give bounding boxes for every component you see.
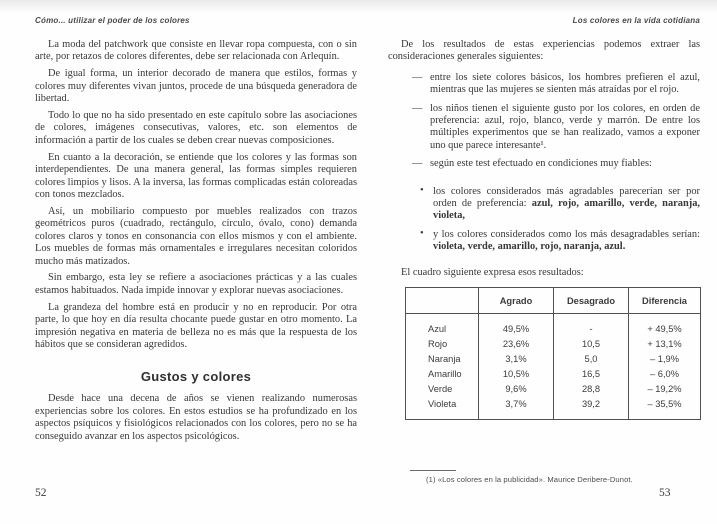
list-item-text: según este test efectuado en condiciones muy fiables: (430, 158, 652, 170)
paragraph: La grandeza del hombre está en producir y no en reproducir. Por otra parte, lo que hoy en día resulta chocante puede gustar en otro momento. La impresión negativa en materia de belleza no es más que la respuesta de los hábitos que se consideran agredidos. (35, 301, 357, 350)
list-item (388, 186, 700, 223)
list-item (388, 229, 700, 254)
cell-agrado: 9,6% (479, 382, 554, 397)
cell-diferencia: – 6,0% (629, 367, 701, 382)
dash-marker: — (412, 71, 423, 83)
row-label: Azul (428, 324, 447, 335)
list-item (388, 72, 700, 97)
dash-list (388, 72, 700, 171)
running-head-left: Cómo... utilizar el poder de los colores (35, 16, 190, 25)
list-item-bold-text: violeta, verde, amarillo, rojo, naranja, azul. (433, 241, 626, 253)
table-header-empty (406, 288, 479, 314)
table-intro: El cuadro siguiente expresa esos resultados: (401, 266, 584, 278)
intro-paragraph: De los resultados de estas experiencias podemos extraer las consideraciones generales siguientes: (388, 39, 700, 63)
list-item-text: entre los siete colores básicos, los hombres prefieren el azul, mientras que las mujeres se sienten más atraídas por el rojo. (430, 71, 700, 96)
paragraph: Sin embargo, esta ley se refiere a asociaciones prácticas y a las cuales estamos habituados. Nada impide innovar y explorar nuevas asociaciones. (35, 272, 357, 296)
bullet-icon: • (420, 184, 424, 196)
footnote-divider (410, 470, 456, 471)
table-header-agrado: Agrado (479, 288, 554, 314)
running-head-right: Los colores en la vida cotidiana (572, 16, 700, 25)
footnote-block (410, 470, 700, 484)
cell-desagrado: 16,5 (554, 367, 629, 382)
section-heading: Gustos y colores (140, 369, 252, 385)
table-header-row (406, 288, 701, 314)
paragraph: De igual forma, un interior decorado de manera que estilos, formas y colores muy diferentes vivan juntos, procede de una búsqueda generadora de libertad. (35, 68, 357, 105)
list-item-bold-text: azul, rojo, amarillo, verde, naranja, violeta, (433, 198, 700, 222)
page-number-right: 53 (659, 487, 671, 499)
footnote-text: (1) «Los colores en la publicidad». Maurice Deribere-Dunot. (426, 475, 633, 485)
table-row (406, 314, 701, 337)
cell-agrado: 23,6% (479, 337, 554, 352)
paragraph: En cuanto a la decoración, se entiende que los colores y las formas son interdependientes. De una manera general, las formas simples requieren colores limpios y lisos. A la inversa, las formas complicadas están coloreadas con tonos mezclados. (35, 151, 357, 200)
row-label: Verde (428, 384, 453, 395)
table-row (406, 352, 701, 367)
list-item-text: los niños tienen el siguiente gusto por los colores, en orden de preferencia: azul, rojo, blanco, verde y marrón. De entre los múltiples experimentos que se han realizado, vamos a exponer uno que parece interesante¹. (430, 102, 700, 151)
cell-diferencia: + 49,5% (629, 314, 701, 337)
row-label: Amarillo (428, 369, 462, 380)
cell-diferencia: – 19,2% (629, 382, 701, 397)
cell-desagrado: - (554, 314, 629, 337)
page-right (388, 16, 700, 484)
cell-diferencia: – 1,9% (629, 352, 701, 367)
list-item (388, 158, 700, 170)
page-number-left: 52 (35, 487, 47, 499)
dash-marker: — (412, 158, 423, 170)
bullet-icon: • (420, 227, 424, 239)
list-item-text: los colores considerados más agradables parecerían ser por orden de preferencia: (433, 185, 700, 210)
cell-desagrado: 28,8 (554, 382, 629, 397)
table-row (406, 367, 701, 382)
list-item-text: y los colores considerados como los más desagradables serían: (433, 228, 700, 240)
dash-marker: — (412, 102, 423, 114)
cell-agrado: 10,5% (479, 367, 554, 382)
cell-desagrado: 5,0 (554, 352, 629, 367)
cell-agrado: 3,7% (479, 397, 554, 420)
section-body-text (35, 393, 357, 443)
cell-agrado: 3,1% (479, 352, 554, 367)
cell-diferencia: + 13,1% (629, 337, 701, 352)
table-header-desagrado: Desagrado (554, 288, 629, 314)
cell-agrado: 49,5% (479, 314, 554, 337)
table-row (406, 397, 701, 420)
row-label: Naranja (428, 354, 461, 365)
cell-diferencia: – 35,5% (629, 397, 701, 420)
cell-desagrado: 39,2 (554, 397, 629, 420)
paragraph: Así, un mobiliario compuesto por muebles realizados con trazos geométricos puros (cuadrado, rectángulo, círculo, óvalo, cono) demanda colores claros y tonos en consonancia con ellos mismos y con el ambiente. Los muebles de formas más ornamentales e irregulares necesitan coloridos mucho más matizados. (35, 205, 357, 267)
row-label: Rojo (428, 339, 448, 350)
paragraph: Desde hace una decena de años se vienen realizando numerosas experiencias sobre los colores. En estos estudios se ha profundizado en los aspectos psíquicos y fisiológicos relacionados con los colores, pero no se ha conseguido avanzar en los aspectos psicológicos. (35, 393, 357, 442)
cell-desagrado: 10,5 (554, 337, 629, 352)
list-item (388, 103, 700, 153)
left-body-text (35, 39, 357, 351)
results-table (405, 287, 701, 420)
paragraph: La moda del patchwork que consiste en llevar ropa compuesta, con o sin arte, por retazos de colores diferentes, debe ser relacionada con Arlequín. (35, 39, 357, 63)
paragraph: Todo lo que no ha sido presentado en este capítulo sobre las asociaciones de colores, imágenes consecutivas, valores, etc. son elementos de información a partir de los cuales se deben crear nuevas composiciones. (35, 110, 357, 146)
page-left (35, 16, 357, 443)
bullet-list (388, 186, 700, 254)
table-row (406, 382, 701, 397)
row-label: Violeta (428, 399, 457, 410)
scan-shadow (0, 0, 717, 13)
table-row (406, 337, 701, 352)
table-header-diferencia: Diferencia (629, 288, 701, 314)
